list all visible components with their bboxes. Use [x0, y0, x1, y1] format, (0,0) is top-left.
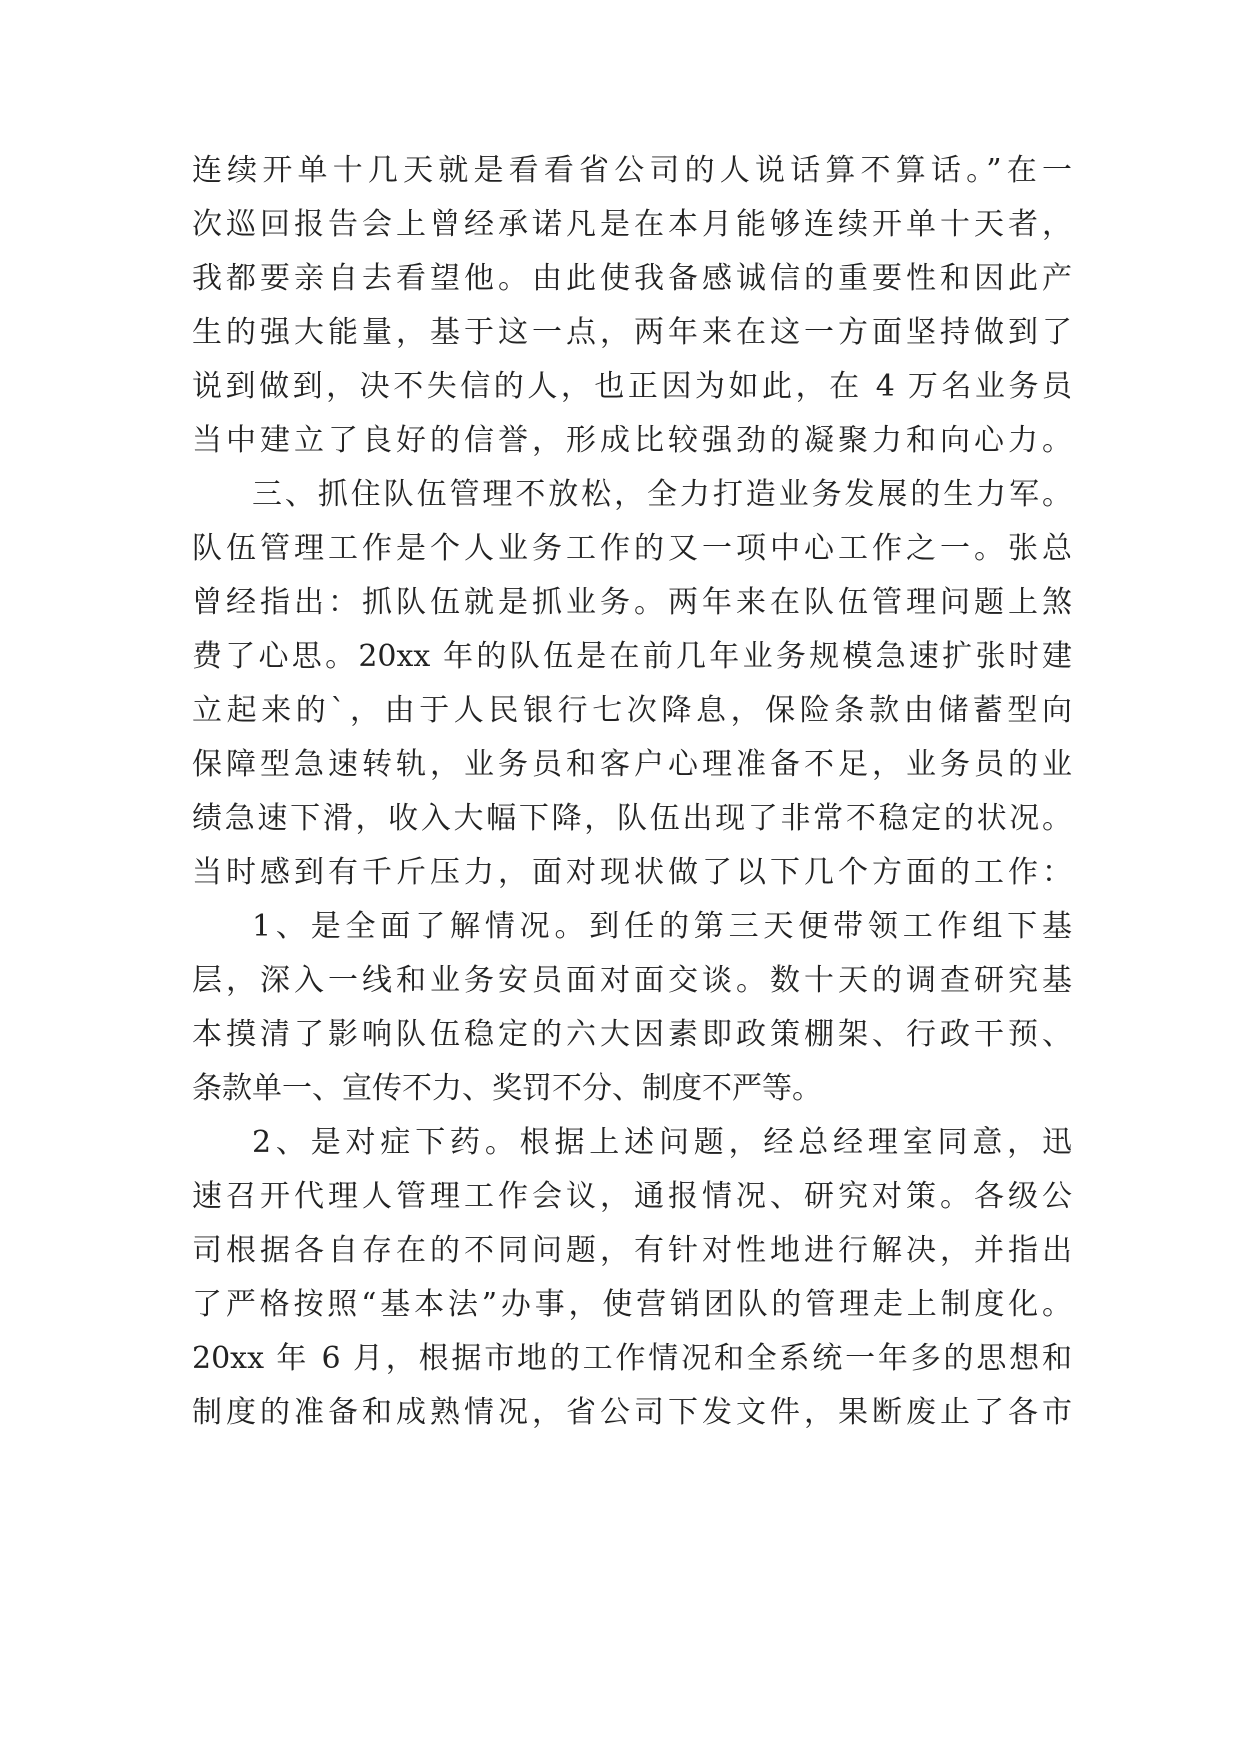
text-line: 队伍管理工作是个人业务工作的又一项中心工作之一。张总 — [192, 531, 1072, 566]
list-item-2-start: 2、是对症下药。根据上述问题，经总经理室同意，迅 — [252, 1125, 1072, 1160]
text-line: 司根据各自存在的不同问题，有针对性地进行解决，并指出 — [192, 1233, 1072, 1268]
text-line: 费了心思。20xx 年的队伍是在前几年业务规模急速扩张时建 — [192, 639, 1072, 674]
text-line: 立起来的`，由于人民银行七次降息，保险条款由储蓄型向 — [192, 693, 1072, 728]
text-line: 当时感到有千斤压力，面对现状做了以下几个方面的工作： — [192, 855, 1072, 890]
text-line: 连续开单十几天就是看看省公司的人说话算不算话。”在一 — [192, 153, 1072, 188]
text-line: 我都要亲自去看望他。由此使我备感诚信的重要性和因此产 — [192, 261, 1072, 296]
text-line: 生的强大能量，基于这一点，两年来在这一方面坚持做到了 — [192, 315, 1072, 350]
text-line: 制度的准备和成熟情况，省公司下发文件，果断废止了各市 — [192, 1395, 1072, 1430]
text-line: 层，深入一线和业务安员面对面交谈。数十天的调查研究基 — [192, 963, 1072, 998]
text-line: 本摸清了影响队伍稳定的六大因素即政策棚架、行政干预、 — [192, 1017, 1072, 1052]
text-line: 条款单一、宣传不力、奖罚不分、制度不严等。 — [192, 1071, 822, 1106]
text-line: 曾经指出：抓队伍就是抓业务。两年来在队伍管理问题上煞 — [192, 585, 1072, 620]
text-line: 当中建立了良好的信誉，形成比较强劲的凝聚力和向心力。 — [192, 423, 1072, 458]
text-line: 速召开代理人管理工作会议，通报情况、研究对策。各级公 — [192, 1179, 1072, 1214]
text-line: 说到做到，决不失信的人，也正因为如此，在 4 万名业务员 — [192, 369, 1072, 404]
document-body — [192, 144, 1072, 1440]
list-item-1-start: 1、是全面了解情况。到任的第三天便带领工作组下基 — [252, 909, 1072, 944]
section-heading: 三、抓住队伍管理不放松，全力打造业务发展的生力军。 — [252, 477, 1072, 512]
text-line: 20xx 年 6 月，根据市地的工作情况和全系统一年多的思想和 — [192, 1341, 1072, 1376]
text-line: 绩急速下滑，收入大幅下降，队伍出现了非常不稳定的状况。 — [192, 801, 1072, 836]
text-line: 次巡回报告会上曾经承诺凡是在本月能够连续开单十天者， — [192, 207, 1072, 242]
text-line: 保障型急速转轨，业务员和客户心理准备不足，业务员的业 — [192, 747, 1072, 782]
text-line: 了严格按照“基本法”办事，使营销团队的管理走上制度化。 — [192, 1287, 1072, 1322]
